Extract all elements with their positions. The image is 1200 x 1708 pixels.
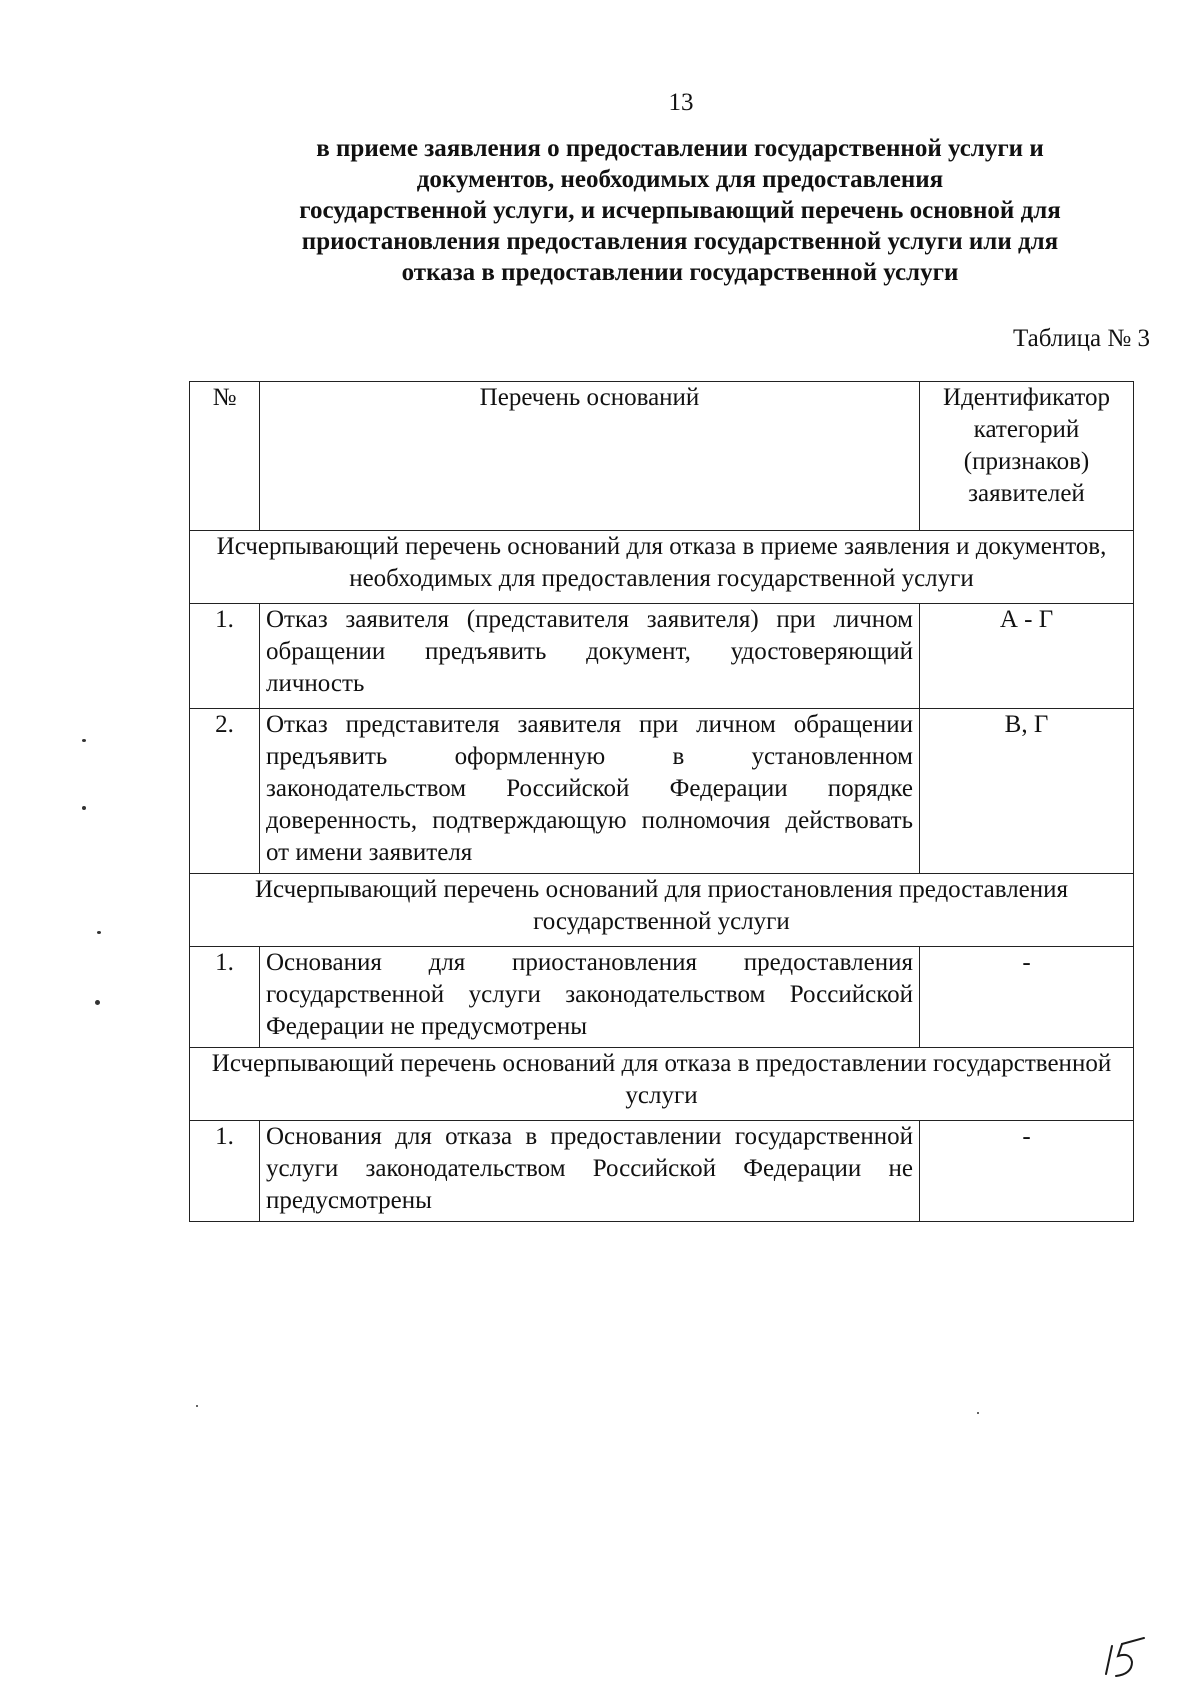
grounds-table	[189, 381, 1134, 1222]
section-title: Исчерпывающий перечень оснований для отказа в приеме заявления и документов, необходимых для предоставления государственной услуги	[190, 531, 1134, 604]
section-row	[190, 1048, 1134, 1121]
row-text: Основания для отказа в предоставлении государственной услуги законодательством Российской Федерации не предусмотрены	[260, 1121, 920, 1222]
row-text: Основания для приостановления предоставления государственной услуги законодательством Российской Федерации не предусмотрены	[260, 947, 920, 1048]
table-caption: Таблица № 3	[1012, 325, 1150, 352]
section-heading	[220, 133, 1140, 288]
header-grounds: Перечень оснований	[260, 382, 920, 531]
scan-speck	[97, 931, 101, 934]
row-identifier: А - Г	[920, 604, 1134, 709]
page-number: 13	[668, 89, 694, 116]
table-row	[190, 709, 1134, 874]
row-number: 1.	[190, 604, 260, 709]
header-identifier: Идентификатор категорий (признаков) заявителей	[920, 382, 1134, 531]
scan-speck	[196, 1405, 198, 1407]
table-header-row	[190, 382, 1134, 531]
section-title: Исчерпывающий перечень оснований для отказа в предоставлении государственной услуги	[190, 1048, 1134, 1121]
heading-line: в приеме заявления о предоставлении государственной услуги и	[316, 135, 1044, 162]
row-number: 1.	[190, 1121, 260, 1222]
scan-speck	[82, 806, 86, 810]
scan-speck	[95, 1000, 100, 1005]
row-identifier: -	[920, 947, 1134, 1048]
scan-speck	[977, 1412, 979, 1414]
table-row	[190, 947, 1134, 1048]
heading-line: отказа в предоставлении государственной услуги	[401, 259, 959, 286]
row-number: 1.	[190, 947, 260, 1048]
heading-line: документов, необходимых для предоставления	[416, 166, 944, 193]
heading-line: приостановления предоставления государственной услуги или для	[301, 228, 1059, 255]
section-row	[190, 874, 1134, 947]
handwritten-page-number	[1100, 1630, 1148, 1680]
header-number: №	[190, 382, 260, 531]
row-identifier: В, Г	[920, 709, 1134, 874]
row-number: 2.	[190, 709, 260, 874]
section-row	[190, 531, 1134, 604]
table-row	[190, 604, 1134, 709]
row-text: Отказ заявителя (представителя заявителя) при личном обращении предъявить документ, удостоверяющий личность	[260, 604, 920, 709]
table-row	[190, 1121, 1134, 1222]
row-text: Отказ представителя заявителя при личном обращении предъявить оформленную в установленном законодательством Российской Федерации порядке доверенность, подтверждающую полномочия действовать от имени заявителя	[260, 709, 920, 874]
section-title: Исчерпывающий перечень оснований для приостановления предоставления государственной услуги	[190, 874, 1134, 947]
heading-line: государственной услуги, и исчерпывающий перечень основной для	[299, 197, 1061, 224]
row-identifier: -	[920, 1121, 1134, 1222]
scan-speck	[82, 739, 86, 742]
